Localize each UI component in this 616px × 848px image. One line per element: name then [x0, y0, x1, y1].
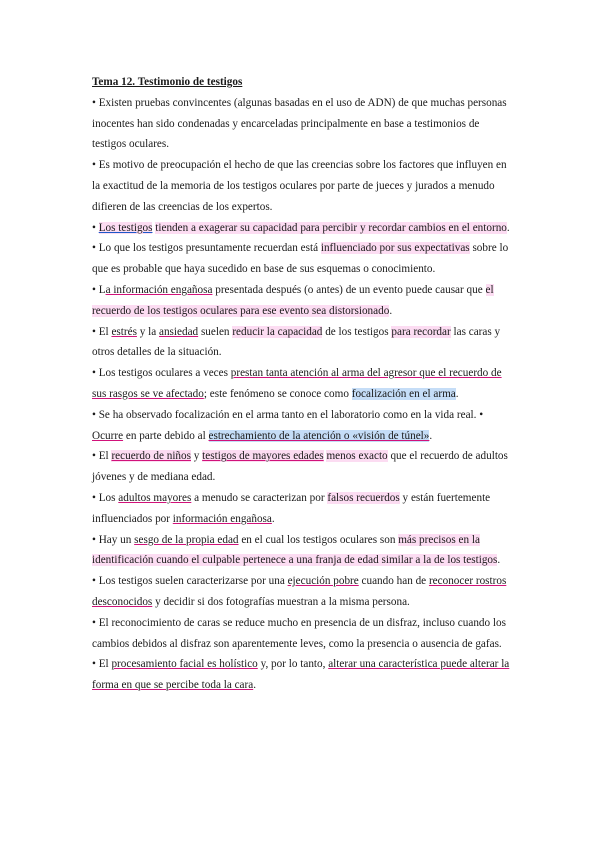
bullet-paragraph: [92, 218, 512, 239]
text-run: y están fuertemente influenciados por: [92, 491, 491, 525]
marked-text: focalización en el arma: [351, 387, 456, 400]
text-run: .: [253, 679, 256, 692]
text-run: suelen: [198, 325, 233, 338]
paragraph-list: [92, 93, 512, 696]
text-run: • Hay un: [92, 533, 135, 546]
marked-text: reconocer rostros desconocidos: [92, 575, 507, 608]
text-run: y decidir si dos fotografías muestran a la misma persona.: [152, 595, 410, 608]
text-run: presentada después (o antes) de un evento puede causar que: [212, 283, 486, 296]
marked-text: procesamiento facial es holístico: [111, 658, 258, 671]
text-run: .: [271, 512, 275, 525]
text-run: • Es motivo de preocupación el hecho de que las creencias sobre los factores que influyen en la exactitud de la memoria de los testigos oculares por parte de jueces y jurados a menudo difieren de las creencias de los expertos.: [92, 159, 507, 213]
text-run: • Los: [92, 491, 119, 504]
bullet-paragraph: [92, 363, 512, 405]
text-run: .: [506, 221, 510, 234]
text-run: y, por lo tanto,: [257, 658, 329, 671]
marked-text: Ocurre: [92, 429, 124, 442]
text-run: las caras y otros detalles de la situación.: [92, 325, 501, 359]
marked-text: sesgo de la propia edad: [134, 533, 239, 546]
bullet-paragraph: [92, 405, 512, 447]
text-run: de los testigos: [322, 325, 392, 338]
bullet-paragraph: [92, 488, 512, 530]
marked-text: estrés: [111, 325, 137, 338]
bullet-paragraph: [92, 280, 512, 322]
text-run: • El: [92, 450, 112, 463]
bullet-paragraph: [92, 322, 512, 364]
bullet-paragraph: [92, 238, 512, 280]
marked-text: alterar una característica puede alterar la forma en que se percibe toda la cara: [92, 658, 510, 692]
text-run: • El reconocimiento de caras se reduce mucho en presencia de un disfraz, incluso cuando los cambios debidos al disfraz son aparentemente leves, como la presencia o ausencia de gafas.: [92, 616, 506, 650]
text-run: y la: [136, 325, 159, 338]
marked-text: ejecución pobre: [287, 575, 359, 588]
document-title: Tema 12. Testimonio de testigos: [92, 76, 243, 88]
text-run: y: [190, 450, 203, 463]
text-run: • Se ha observado focalización en el arma tanto en el laboratorio como en la vida real. •: [92, 408, 484, 421]
marked-text: prestan tanta atención al arma del agresor que el recuerdo de sus rasgos se ve afectado: [92, 367, 502, 400]
bullet-paragraph: [92, 613, 512, 655]
bullet-paragraph: [92, 654, 512, 696]
text-run: • Los testigos oculares a veces: [92, 367, 231, 380]
marked-text: más precisos en la identificación cuando el culpable pertenece a una franja de edad similar a la de los testigos: [92, 533, 498, 567]
marked-text: adultos mayores: [118, 491, 192, 504]
marked-text: el recuerdo de los testigos oculares para ese evento sea distorsionado: [92, 283, 494, 317]
text-run: .: [497, 554, 501, 567]
text-run: que el recuerdo de adultos jóvenes y de mediana edad.: [92, 450, 508, 484]
bullet-paragraph: [92, 571, 512, 613]
text-run: • Los testigos suelen caracterizarse por una: [92, 575, 288, 588]
text-run: .: [389, 304, 393, 317]
text-run: en el cual los testigos oculares son: [238, 533, 399, 546]
marked-text: para recordar: [391, 325, 451, 338]
marked-text: estrechamiento de la atención o «visión de túnel»: [208, 429, 430, 442]
document-page: [92, 72, 512, 696]
bullet-paragraph: [92, 446, 512, 488]
marked-text: influenciado por sus expectativas: [320, 242, 470, 255]
text-run: • Existen pruebas convincentes (algunas basadas en el uso de ADN) de que muchas personas inocentes han sido condenadas y encarceladas principalmente en base a testimonios de testigos oculares.: [92, 96, 507, 151]
text-run: ; este fenómeno se conoce como: [203, 387, 352, 400]
marked-text: tienden a exagerar su capacidad para percibir y recordar cambios en el entorno: [155, 221, 507, 234]
text-run: a menudo se caracterizan por: [191, 491, 328, 504]
bullet-paragraph: [92, 530, 512, 572]
text-run: en parte debido al: [123, 429, 209, 442]
text-run: • El: [92, 325, 112, 338]
text-run: .: [429, 429, 433, 442]
marked-text: a información engañosa: [105, 283, 213, 296]
marked-text: testigos de mayores edades: [202, 450, 324, 463]
text-run: cuando han de: [358, 575, 429, 588]
marked-text: información engañosa: [172, 512, 272, 525]
text-run: • Lo que los testigos presuntamente recuerdan está: [92, 242, 321, 255]
text-run: .: [455, 387, 459, 400]
marked-text: falsos recuerdos: [327, 491, 400, 504]
text-run: • El: [92, 658, 112, 671]
text-run: • L: [92, 283, 106, 296]
text-run: •: [92, 221, 99, 234]
marked-text: reducir la capacidad: [232, 325, 323, 338]
marked-text: menos exacto: [326, 450, 388, 463]
marked-text: Los testigos: [98, 221, 153, 234]
marked-text: recuerdo de niños: [111, 450, 191, 463]
marked-text: ansiedad: [159, 325, 199, 338]
text-run: sobre lo que es probable que haya sucedido en base de sus esquemas o conocimiento.: [92, 242, 509, 276]
bullet-paragraph: [92, 155, 512, 217]
bullet-paragraph: [92, 93, 512, 155]
